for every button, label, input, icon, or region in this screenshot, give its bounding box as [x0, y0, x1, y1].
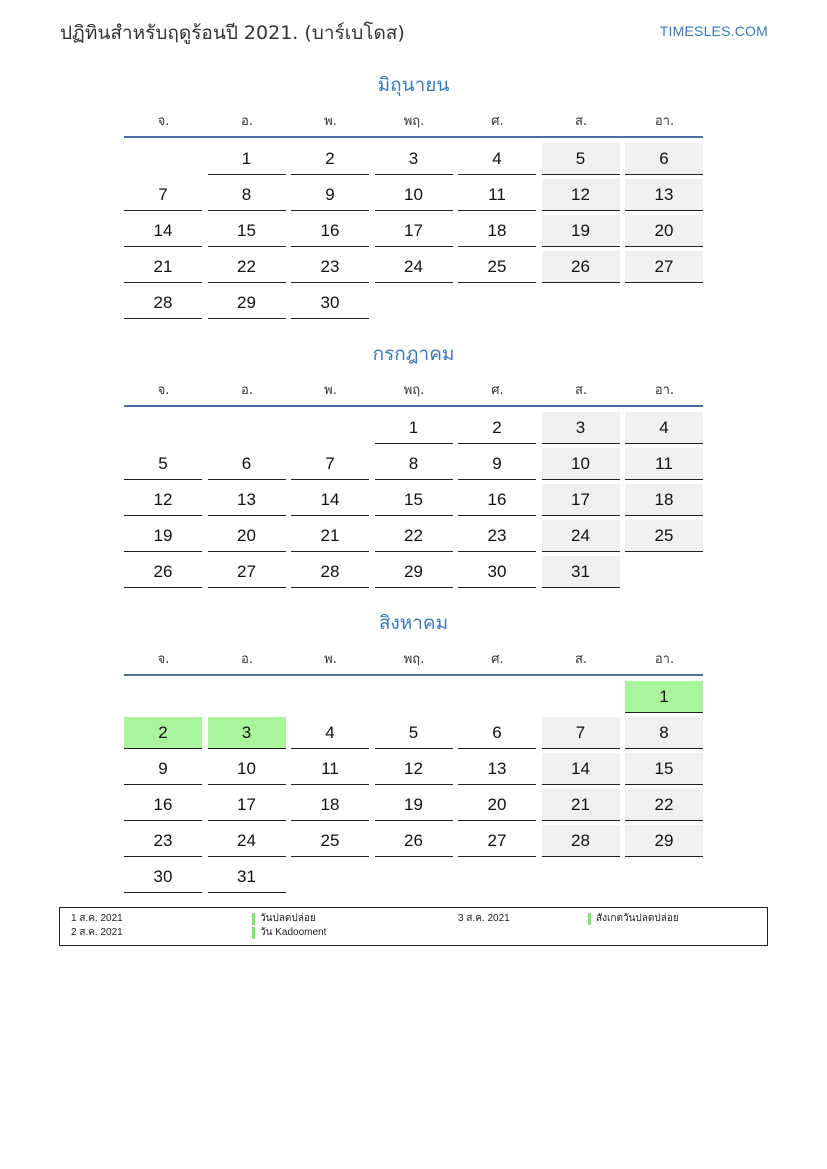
day-cell: 25 [625, 520, 703, 552]
day-cell: 7 [124, 179, 202, 211]
day-cell: 14 [542, 753, 620, 785]
legend-color-marker [252, 913, 255, 925]
day-cell: 21 [291, 520, 369, 552]
weekday-label: พ. [324, 383, 337, 398]
day-cell: 19 [124, 520, 202, 552]
day-cell: 23 [458, 520, 536, 552]
day-cell: 9 [458, 448, 536, 480]
day-cell: 12 [542, 179, 620, 211]
day-cell: 2 [458, 412, 536, 444]
day-cell: 2 [291, 143, 369, 175]
weekday-label: ศ. [491, 652, 504, 667]
weekday-label: พ. [324, 114, 337, 129]
weekday-label: อ. [241, 652, 253, 667]
day-cell: 30 [458, 556, 536, 588]
day-cell: 16 [124, 789, 202, 821]
day-cell: 17 [375, 215, 453, 247]
day-cell: 20 [208, 520, 286, 552]
day-cell: 9 [291, 179, 369, 211]
day-cell: 9 [124, 753, 202, 785]
day-cell: 5 [542, 143, 620, 175]
weekday-label: ศ. [491, 383, 504, 398]
header-rule [124, 405, 703, 407]
month-title: สิงหาคม [378, 612, 449, 634]
day-cell: 16 [291, 215, 369, 247]
day-cell: 16 [458, 484, 536, 516]
day-cell: 19 [375, 789, 453, 821]
legend-color-marker [252, 927, 255, 939]
header-rule [124, 674, 703, 676]
day-cell: 15 [625, 753, 703, 785]
day-cell: 24 [542, 520, 620, 552]
day-cell: 21 [124, 251, 202, 283]
day-cell: 27 [458, 825, 536, 857]
day-cell: 4 [625, 412, 703, 444]
day-cell: 18 [625, 484, 703, 516]
day-cell: 12 [375, 753, 453, 785]
weekday-label: อ. [241, 383, 253, 398]
day-cell: 1 [208, 143, 286, 175]
day-cell: 26 [542, 251, 620, 283]
weekday-label: พฤ. [403, 652, 425, 667]
weekday-label: ส. [574, 652, 588, 667]
day-cell: 4 [458, 143, 536, 175]
day-cell: 13 [625, 179, 703, 211]
holiday-legend [59, 907, 768, 946]
day-cell: 10 [208, 753, 286, 785]
weekday-label: อ. [241, 114, 253, 129]
day-cell: 21 [542, 789, 620, 821]
day-cell: 28 [542, 825, 620, 857]
day-cell: 7 [542, 717, 620, 749]
month-title: มิถุนายน [377, 74, 450, 96]
legend-holiday-name: วัน Kadooment [260, 927, 327, 938]
day-cell: 29 [208, 287, 286, 319]
day-cell: 20 [458, 789, 536, 821]
day-cell: 27 [208, 556, 286, 588]
day-cell: 5 [375, 717, 453, 749]
legend-date: 2 ส.ค. 2021 [71, 927, 123, 938]
weekday-header [124, 648, 707, 668]
day-cell: 8 [375, 448, 453, 480]
legend-date: 3 ส.ค. 2021 [458, 913, 510, 924]
day-cell: 15 [208, 215, 286, 247]
day-cell: 3 [375, 143, 453, 175]
weekday-label: พฤ. [403, 114, 425, 129]
day-cell: 10 [375, 179, 453, 211]
day-cell: 5 [124, 448, 202, 480]
weekday-label: ส. [574, 383, 588, 398]
day-cell: 13 [458, 753, 536, 785]
day-cell: 24 [208, 825, 286, 857]
day-cell: 22 [625, 789, 703, 821]
legend-holiday-name: วันปลดปล่อย [260, 913, 316, 924]
weekday-label: จ. [157, 652, 170, 667]
day-cell: 29 [625, 825, 703, 857]
holiday-day-cell: 1 [625, 681, 703, 713]
weekday-header [124, 379, 707, 399]
day-cell: 11 [458, 179, 536, 211]
weekday-label: จ. [157, 383, 170, 398]
day-cell: 28 [291, 556, 369, 588]
day-cell: 29 [375, 556, 453, 588]
site-logo[interactable]: TIMESLES.COM [659, 23, 768, 39]
day-cell: 22 [208, 251, 286, 283]
day-cell: 23 [124, 825, 202, 857]
weekday-label: พ. [324, 652, 337, 667]
day-cell: 18 [291, 789, 369, 821]
weekday-label: พฤ. [403, 383, 425, 398]
day-cell: 19 [542, 215, 620, 247]
day-cell: 6 [208, 448, 286, 480]
day-cell: 25 [291, 825, 369, 857]
weekday-label: ส. [574, 114, 588, 129]
weekday-header [124, 110, 707, 130]
day-cell: 1 [375, 412, 453, 444]
day-cell: 8 [208, 179, 286, 211]
day-cell: 6 [458, 717, 536, 749]
day-cell: 11 [625, 448, 703, 480]
weekday-label: ศ. [491, 114, 504, 129]
day-cell: 12 [124, 484, 202, 516]
day-cell: 24 [375, 251, 453, 283]
day-cell: 23 [291, 251, 369, 283]
month-title: กรกฎาคม [372, 343, 455, 365]
day-cell: 10 [542, 448, 620, 480]
day-cell: 7 [291, 448, 369, 480]
day-cell: 18 [458, 215, 536, 247]
header-rule [124, 136, 703, 138]
day-cell: 26 [124, 556, 202, 588]
page-title: ปฏิทินสำหรับฤดูร้อนปี 2021. (บาร์เบโดส) [60, 22, 405, 44]
day-cell: 13 [208, 484, 286, 516]
day-cell: 11 [291, 753, 369, 785]
day-cell: 25 [458, 251, 536, 283]
legend-date: 1 ส.ค. 2021 [71, 913, 123, 924]
day-cell: 31 [542, 556, 620, 588]
legend-holiday-name: สังเกตวันปลดปล่อย [596, 913, 679, 924]
day-cell: 22 [375, 520, 453, 552]
day-cell: 27 [625, 251, 703, 283]
day-cell: 3 [542, 412, 620, 444]
day-cell: 6 [625, 143, 703, 175]
day-cell: 15 [375, 484, 453, 516]
holiday-day-cell: 3 [208, 717, 286, 749]
day-cell: 14 [291, 484, 369, 516]
day-cell: 17 [208, 789, 286, 821]
day-cell: 31 [208, 861, 286, 893]
holiday-day-cell: 2 [124, 717, 202, 749]
day-cell: 4 [291, 717, 369, 749]
day-cell: 8 [625, 717, 703, 749]
day-cell: 30 [124, 861, 202, 893]
weekday-label: จ. [157, 114, 170, 129]
day-cell: 20 [625, 215, 703, 247]
weekday-label: อา. [654, 652, 675, 667]
day-cell: 14 [124, 215, 202, 247]
day-cell: 30 [291, 287, 369, 319]
day-cell: 17 [542, 484, 620, 516]
day-cell: 28 [124, 287, 202, 319]
legend-color-marker [588, 913, 591, 925]
weekday-label: อา. [654, 383, 675, 398]
weekday-label: อา. [654, 114, 675, 129]
day-cell: 26 [375, 825, 453, 857]
